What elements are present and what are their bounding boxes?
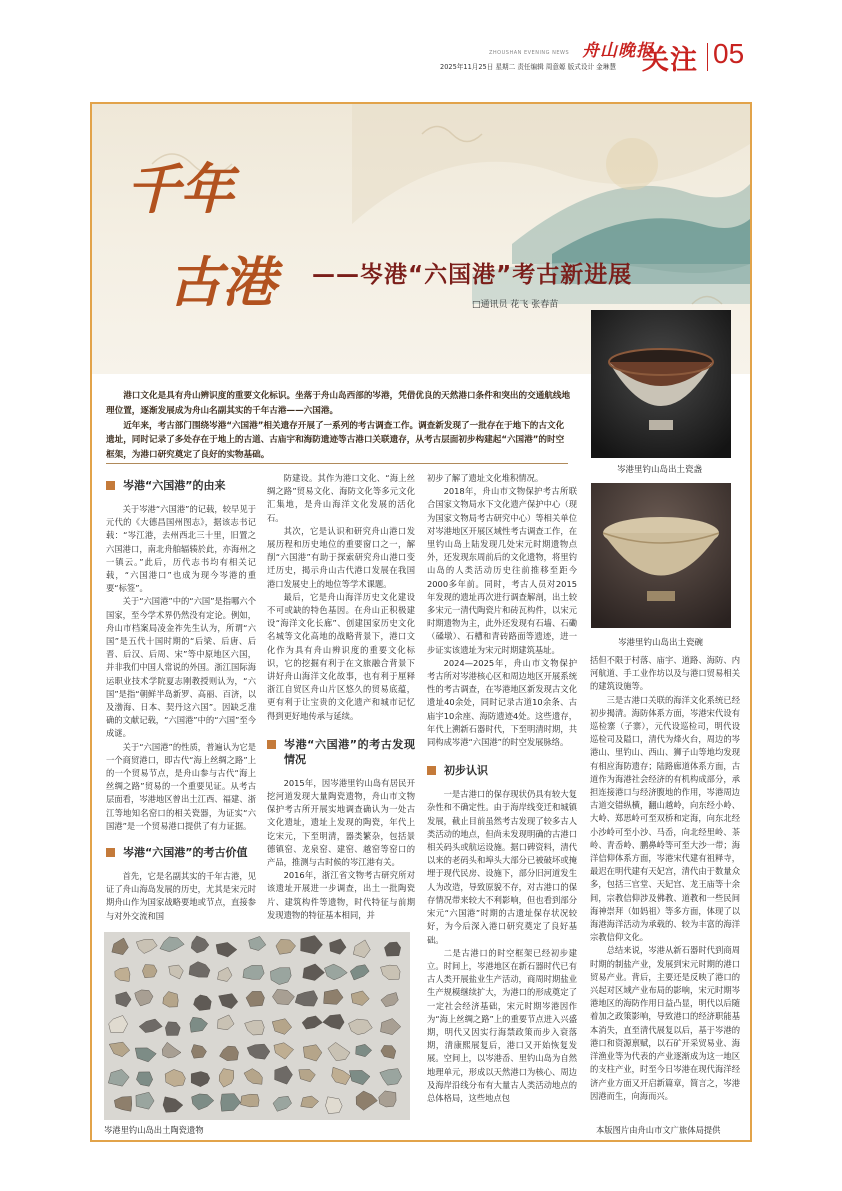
- pottery-shard: [135, 990, 153, 1006]
- pottery-shard: [380, 1069, 402, 1086]
- pottery-shard: [243, 965, 264, 979]
- pottery-shard: [139, 1019, 162, 1033]
- pottery-shard: [351, 991, 369, 1006]
- pottery-shard: [272, 1019, 292, 1035]
- intro-text-2: 近年来，考古部门围绕岑港“六国港”相关遗存开展了一系列的考古调查工作。调查新发现了一批存在于地下的古文化遗址，同时记录了多处存在于地上的古道、古庙宇和海防遗迹等古港口关联遗存，从考古层面初步构建起“六国港”的时空框架，为港口研究奠定了良好的实物基础。: [106, 420, 565, 461]
- section-heading: 岑港“六国港”的考古发现情况: [267, 737, 415, 767]
- pottery-shard: [381, 965, 401, 980]
- pottery-shard: [295, 991, 318, 1007]
- photo-credit: 本版图片由舟山市文广旅体局提供: [596, 1125, 721, 1135]
- pottery-shard: [274, 1043, 294, 1060]
- pottery-shard: [381, 993, 398, 1007]
- pottery-shard: [142, 965, 157, 978]
- heading-square-icon: [106, 481, 115, 490]
- pottery-shard: [324, 989, 344, 1004]
- pottery-shard: [116, 992, 132, 1007]
- pottery-shard: [247, 1044, 270, 1059]
- masthead-divider: [707, 43, 708, 71]
- newspaper-logo-en: ZHOUSHAN EVENING NEWS: [489, 50, 570, 56]
- pottery-shard: [219, 994, 238, 1009]
- pottery-shard: [323, 1014, 344, 1029]
- heading-square-icon: [267, 740, 276, 749]
- column-3: [427, 472, 577, 1105]
- caption-cup: 岑港里钓山岛出土瓷盏: [617, 465, 703, 475]
- pottery-shard: [108, 1069, 129, 1086]
- fragments-illustration: [104, 932, 410, 1120]
- pottery-shard: [299, 1069, 316, 1082]
- paragraph: 2015年，因岑港里钓山岛有居民开挖河道发现大量陶瓷遗物，舟山市文物保护考古所开展实地调查确认为一处古文化遗址，遗址上发现的陶瓷，年代上讫宋元，下至明清，器类繁杂，包括景德镇窑、龙泉窑、建窑、越窑等窑口的产品，推测与古时候的岑江港有关。: [267, 777, 415, 868]
- pottery-shard: [301, 936, 323, 955]
- pottery-shard: [324, 964, 347, 980]
- pottery-shard: [302, 1016, 322, 1029]
- dateline: 2025年11月25日 星期二 责任编辑 周意嫄 版式设计 金琳慧: [440, 63, 616, 71]
- intro-text-1: 港口文化是具有舟山辨识度的重要文化标识。坐落于舟山岛西部的岑港，凭借优良的天然港口条件和突出的交通航线地理位置，逐渐发展成为舟山名副其实的千年古港——六国港。: [106, 391, 571, 416]
- pottery-shard: [219, 1069, 234, 1088]
- photo-pottery-fragments: [104, 932, 410, 1120]
- paragraph: 2016年，浙江省文物考古研究所对该遗址开展进一步调查，出土一批陶瓷片、建筑构件等遗物，时代特征与前期发现遗物的特征基本相同，并: [267, 870, 415, 920]
- pottery-shard: [241, 1094, 260, 1107]
- pottery-shard: [245, 1021, 265, 1035]
- pottery-shard: [350, 965, 369, 980]
- pottery-shard: [163, 992, 178, 1008]
- heading-square-icon: [427, 766, 436, 775]
- pottery-shard: [272, 989, 294, 1004]
- paragraph: 一是古港口的保存现状仍具有较大复杂性和不确定性。由于海岸线变迁和城镇发展，截止目前虽然考古发现了较多古人类活动的地点，但尚未发现明确的古港口相关码头或航运设施。据口碑资料，清代以来的老码头和埠头大部分已被破坏或掩埋于现代民房、设施下，部分旧河道发生人为改造，导致原貌不存，对古港口的保存情况带来较大不利影响，但也看到部分宋元“六国港”时期的古遗址保存状况较好，为今后深入港口研究奠定了良好基础。: [427, 789, 577, 945]
- pottery-shard: [220, 1046, 239, 1061]
- pottery-shard: [221, 1094, 241, 1112]
- pottery-shard: [353, 940, 370, 958]
- caption-bowl: 岑港里钓山岛出土瓷碗: [618, 638, 704, 648]
- pottery-shard: [163, 1097, 183, 1113]
- intro-paragraph: [106, 389, 571, 463]
- pottery-shard: [115, 968, 130, 982]
- pottery-shard: [249, 936, 266, 950]
- pottery-shard: [169, 965, 184, 979]
- pottery-shard: [303, 1045, 322, 1061]
- pottery-shard: [109, 1016, 128, 1033]
- pottery-shard: [136, 939, 157, 953]
- pottery-shard: [191, 936, 209, 953]
- paragraph: 2018年，舟山市文物保护考古所联合国家文物局水下文化遗产保护中心（现为国家文物局考古研究中心）等相关单位对岑港地区开展区域性考古调查工作，在里钓山岛上陆发现几处宋元时期遗物点外，还发现东周前后的文化遗物，将里钓山岛的人类活动历史往前推移至距今2000多年前。同时，考古人员对2015年发现的遗址再次进行调查解剖，出土较多宋元一清代陶瓷片和砖瓦构件，以宋元时期遗物为主，此外还发现有石墙、石磡（磉墩）、石槽和青砖路面等遗迹，进一步证实该遗址为宋元时期建筑基址。: [427, 486, 577, 655]
- pottery-shard: [330, 939, 347, 954]
- paragraph: 三是古港口关联的海洋文化系统已经初步揭清。海防体系方面，岑港宋代设有巡检寨（子寨），元代设巡检司，明代设巡检司及隘口，清代为烽火台，周边的岑港山、里钓山、西山、狮子山等地均发现有相应海防遗存；陆路廊道体系方面，古道作为海港社会经济的有机构成部分，承担连接港口与经济腹地的作用，岑港周边古道交错纵横，翻山越岭，向东经小岭、大岭、郑思岭可至双桥和定海，向东北经小沙岭可至小沙、马岙，向北经里岭、茶岭、青岙岭、鹏鼻岭等可至大沙一带；海洋信仰体系方面，岑港宋代建有祖释寺，最迟在明代建有天妃宫，清代由于数量众多，包括三官堂、天妃宫、龙王庙等十余间，宗教信仰涉及佛教、道教和一些民间海神崇拜（如妈祖）等多方面，体现了以海港海洋活动为承载的、较为丰富的海洋宗教信仰文化。: [590, 694, 740, 943]
- intro-divider: [106, 463, 568, 464]
- section-name: 关注: [642, 45, 698, 76]
- bowl-illustration: [591, 483, 731, 628]
- pottery-shard: [379, 1091, 396, 1107]
- pottery-shard: [273, 1096, 292, 1111]
- headline-subtitle: ——岑港“六国港”考古新进展: [312, 262, 633, 288]
- pottery-shard: [160, 937, 184, 952]
- paragraph: 关于岑港“六国港”的记载，较早见于元代的《大德昌国州图志》，据该志书记载：“岑江港，去州西北三十里，旧置之六国港口，南北舟舶辐辏於此，亦海州之一镇云。”此后，历代志书均有相关记载，“六国港口”也成为现今岑港的重要“标签”。: [106, 504, 256, 594]
- pottery-shard: [218, 1015, 235, 1030]
- pottery-shard: [136, 1092, 154, 1109]
- pottery-shard: [303, 964, 325, 981]
- page-number: 05: [713, 38, 745, 69]
- pottery-shard: [381, 1019, 401, 1035]
- pottery-shard: [381, 1045, 396, 1058]
- pottery-shard: [165, 1069, 185, 1086]
- photo-porcelain-cup: [591, 310, 731, 458]
- paragraph: 总结来说，岑港从新石器时代到商周时期的制盐产业，发展到宋元时期的港口贸易产业。背后，主要还是反映了港口的兴起对区域产业布局的影响，宋元时期岑港地区的海防作用日益凸显，明代以后随着加之政策影响，导致港口的经济职能基本消失，直至清代展复以后，基于岑港的港口和资源禀赋，以石矿开采贸易业、海洋渔业等为代表的产业逐渐成为这一地区的支柱产业，时至今日岑港在现代海洋经济产业方面又开启新篇章，简言之，岑港因港而生，向海而兴。: [590, 945, 740, 1101]
- pottery-shard: [162, 1042, 181, 1058]
- paragraph: 初步了解了遗址文化堆积情况。: [427, 473, 544, 483]
- paragraph: 关于“六国港”的性质，普遍认为它是一个商贸港口，即古代“海上丝绸之路”上的一个贸易节点，是舟山参与古代“海上丝绸之路”贸易的一个重要见证。从考古层面看，岑港地区曾出土江西、福建、浙江等地知名窑口的相关瓷器，为证实“六国港”是一个贸易港口提供了有力证据。: [106, 741, 256, 831]
- pottery-shard: [349, 1070, 370, 1084]
- pottery-shard: [244, 1069, 262, 1085]
- cup-illustration: [591, 310, 731, 458]
- paragraph: 其次，它是认识和研究舟山港口发展历程和历史地位的重要窗口之一，解削“六国港”有助于探索研究舟山港口变迁历史，揭示舟山古代港口发展在我国港口发展史上的地位等学术课题。: [267, 525, 415, 589]
- pottery-shard: [332, 1067, 351, 1084]
- paragraph: 首先，它是名副其实的千年古港，见证了舟山海岛发展的历史，尤其是宋元时期舟山作为国家战略要地或节点，直接参与对外交流和国: [106, 871, 256, 921]
- pottery-shard: [275, 1066, 293, 1084]
- paragraph: 2024—2025年，舟山市文物保护考古所对岑港核心区和周边地区开展系统性的考古调查，在岑港地区新发现古文化遗址40余处，同时记录古道10余条、古庙宇10余座、海防遗迹4处。这些遗存，年代上溯新石器时代，下至明清时期，共同构成岑港“六国港”的时空发展脉络。: [427, 657, 577, 748]
- pottery-shard: [326, 1097, 343, 1114]
- pottery-shard: [276, 939, 296, 954]
- headline-line1: 千年: [126, 157, 234, 221]
- pottery-shard: [114, 1096, 132, 1111]
- paragraph: 最后，它是舟山海洋历史文化建设不可或缺的特色基因。在舟山正积极建设“海洋文化长廊”、创建国家历史文化名城等文化高地的战略背景下，港口文化作为具有舟山辨识度的重要文化标识，它的挖掘有利于在文旅融合背景下讲好舟山海洋文化故事，也有利于厘释浙江自贸区舟山片区悠久的贸易底蕴，更有利于让宝贵的文化遗产和城市记忆得到更好地传承与延续。: [267, 591, 415, 721]
- pottery-shard: [384, 942, 400, 956]
- pottery-shard: [135, 1048, 156, 1062]
- section-heading: 岑港“六国港”的考古价值: [106, 845, 256, 860]
- paragraph: 防建设。其作为港口文化、“海上丝绸之路”贸易文化、海防文化等多元文化汇集地，是舟山海洋文化发展的活化石。: [267, 473, 415, 523]
- photo-porcelain-bowl: [591, 483, 731, 628]
- pottery-shard: [192, 1094, 214, 1110]
- pottery-shard: [191, 1072, 210, 1087]
- pottery-shard: [301, 1096, 319, 1108]
- pottery-shard: [218, 967, 233, 981]
- pottery-shard: [189, 962, 210, 978]
- byline: □通讯员 花飞 张春苗: [472, 300, 559, 310]
- pottery-shard: [356, 1091, 377, 1110]
- pottery-shard: [328, 1042, 350, 1060]
- pottery-shard: [216, 942, 237, 957]
- column-1: [106, 472, 256, 923]
- paragraph: 括但不限于村落、庙宇、道路、海防、内河航道、手工业作坊以及与港口贸易相关的建筑设施等。: [590, 655, 740, 692]
- pottery-shard: [165, 1022, 180, 1036]
- pottery-shard: [136, 1072, 152, 1086]
- pottery-shard: [190, 1017, 208, 1032]
- column-4: [590, 654, 740, 1103]
- pottery-shard: [194, 995, 212, 1011]
- heading-square-icon: [106, 848, 115, 857]
- column-2: [267, 472, 415, 922]
- pottery-shard: [270, 968, 291, 985]
- paragraph: 关于“六国港”中的“六国”是指哪六个国家，至今学术界仍然没有定论。例如，舟山市档案局凌金祚先生认为，所谓“六国”是五代十国时期的“后梁、后唐、后晋、后汉、后周、宋”等中原地区六国，并非我们中国人常说的外国。浙江国际海运职业技术学院夏志刚教授则认为，“六国”是指“朝鲜半岛新罗、高丽、百济，以及渤海、日本、契丹这六国”。因缺乏准确的文献记载，“六国港”中的“六国”至今成谜。: [106, 596, 256, 739]
- headline-line2: 古港: [168, 250, 276, 314]
- caption-fragments: 岑港里钓山岛出土陶瓷遗物: [104, 1125, 204, 1135]
- pottery-shard: [349, 1019, 373, 1035]
- pottery-shard: [112, 938, 129, 955]
- pottery-shard: [191, 1045, 206, 1059]
- pottery-shard: [356, 1044, 372, 1056]
- newspaper-logo: 舟山晚报: [582, 41, 654, 61]
- section-heading: 初步认识: [427, 763, 577, 778]
- paragraph: 二是古港口的时空框架已经初步建立。时间上，岑港地区在新石器时代已有古人类开展盐业生产活动，商周时期盐业生产规模继续扩大，为港口的形成奠定了一定社会经济基础，宋元时期岑港因作为“海上丝绸之路”上的重要节点进入兴盛期，明代又因实行海禁政策而步入衰落期，清康熙展复后，港口又开始恢复发展。空间上，以岑港岙、里钓山岛为自然地理单元，形成以天然港口为核心、周边及海岸沿线分布有大量古人类活动地点的总体格局，这些地点包: [427, 947, 577, 1103]
- pottery-shard: [109, 1042, 130, 1057]
- section-heading: 岑港“六国港”的由来: [106, 478, 256, 493]
- pottery-shard: [246, 991, 265, 1006]
